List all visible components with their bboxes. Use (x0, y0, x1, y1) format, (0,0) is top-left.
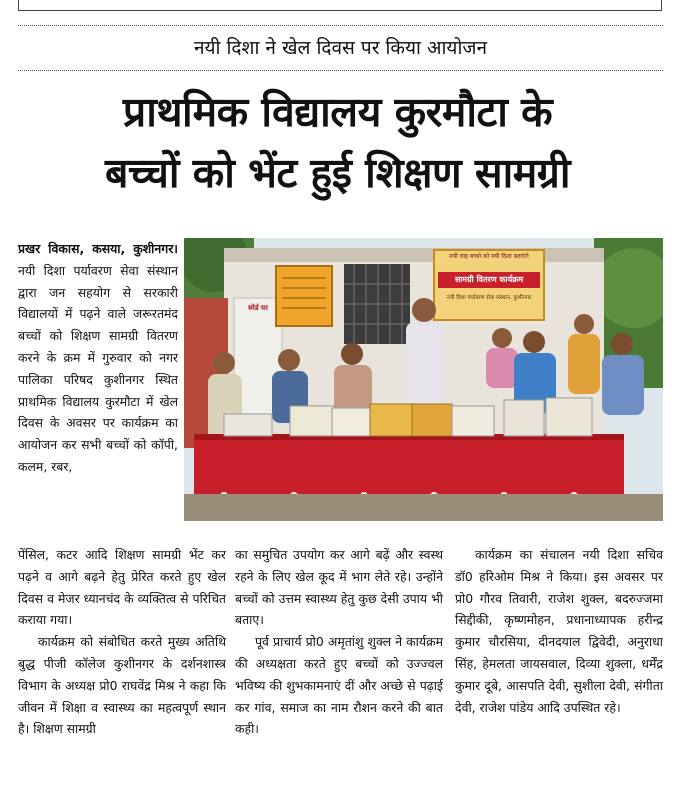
paragraph-3: का समुचित उपयोग कर आगे बढ़ें और स्वस्थ रहने के लिए खेल कूद में भाग लेते रहे। उन्होंने बच्चों को उत्तम स्वास्थ्य हेतु कुछ देसी उपाय भी बताए। (235, 547, 443, 628)
article-column-1-top (18, 238, 178, 478)
article-column-3 (455, 544, 663, 718)
banner-title: सामग्री वितरण कार्यक्रम (454, 275, 524, 284)
paragraph-2: कार्यक्रम को संबोधित करते मुख्य अतिथि बुद्ध पीजी कॉलेज कुशीनगर के दर्शनशास्त्र विभाग के अध्यक्ष प्रो0 राघवेंद्र मिश्र ने कहा कि जीवन में शिक्षा व स्वास्थ्य का महत्वपूर्ण स्थान है। शिक्षण सामग्री (18, 634, 226, 737)
previous-article-frame (18, 0, 662, 11)
door-sign: स्मेर्ड घर (247, 304, 269, 312)
kicker: नयी दिशा ने खेल दिवस पर किया आयोजन (193, 37, 488, 59)
headline-line-1: प्राथमिक विद्यालय कुरमौटा के (122, 88, 553, 136)
article-column-2 (235, 544, 443, 740)
paragraph-4: पूर्व प्राचार्य प्रो0 अमृतांशु शुक्ल ने कार्यक्रम की अध्यक्षता करते हुए बच्चों को उज्ज्वल भविष्य की शुभकामनाएं दीं और अच्छे से पढ़ाई कर गांव, समाज का नाम रौशन करने की बात कही। (235, 634, 443, 737)
paragraph-1-continued: पेंसिल, कटर आदि शिक्षण सामग्री भेंट कर पढ़ने व आगे बढ़ने हेतु प्रेरित करते हुए खेल दिवस व मेजर ध्यानचंद के व्यक्तित्व से परिचित कराया गया। (18, 547, 226, 628)
event-photo (184, 238, 663, 521)
banner-line-1: नयी चाह बच्चो को नयी दिशा बताएंगे (449, 253, 529, 260)
headline (10, 82, 665, 204)
kicker-bottom-rule (18, 70, 663, 71)
dateline: प्रखर विकास, कसया, कुशीनगर। (18, 241, 178, 256)
paragraph-1-lead: नयी दिशा पर्यावरण सेवा संस्थान द्वारा जन सहयोग से सरकारी विद्यालयों में पढ़ने वाले जरूरतमंद बच्चों को शिक्षण सामग्री वितरण करने के क्रम में गुरुवार को नगर पालिका परिषद कुशीनगर स्थित प्राथमिक विद्यालय कुरमौटा में खेल दिवस के अवसर पर कार्यक्रम का आयोजन कर सभी बच्चों को कॉपी, कलम, रबर, (18, 262, 178, 474)
kicker-top-rule (18, 25, 663, 26)
headline-line-2: बच्चों को भेंट हुई शिक्षण सामग्री (104, 149, 571, 197)
article-column-1 (18, 544, 226, 740)
banner-line-3: नयी दिशा पर्यावरण सेवा संस्थान, कुशीनगर (446, 295, 532, 301)
paragraph-5: कार्यक्रम का संचालन नयी दिशा सचिव डॉ0 हरिओम मिश्र ने किया। इस अवसर पर प्रो0 गौरव तिवारी, राजेश शुक्ल, बदरुज्जमा सिद्दीकी, कृष्णमोहन, प्रधानाध्यापक हरीन्द्र कुमार चौरसिया, दीनदयाल द्विवेदी, अनुराधा सिंह, हेमलता जायसवाल, दिव्या शुक्ला, धर्मेंद्र कुमार दूबे, आसपति देवी, सुशीला देवी, संगीता देवी, राजेश पांडेय आदि उपस्थित रहे। (455, 547, 663, 715)
event-photo-illustration (184, 238, 663, 521)
